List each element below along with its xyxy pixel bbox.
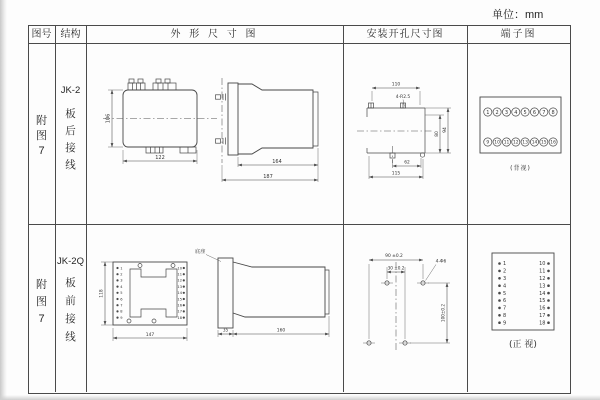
terminal2-right: [539, 261, 550, 326]
row1-install-drawing: [343, 43, 467, 224]
row2-view-caption: (正 视): [509, 340, 537, 350]
svg-text:13: 13: [539, 283, 546, 290]
row1-model: JK-2: [60, 85, 81, 96]
svg-text:9: 9: [486, 140, 490, 146]
svg-text:13: 13: [522, 140, 528, 146]
terminal2-left: [498, 261, 506, 326]
svg-text:2: 2: [120, 272, 123, 277]
base-label: 底座: [195, 249, 206, 255]
svg-text:16: 16: [550, 140, 556, 146]
dim-outer-height: 94: [442, 127, 448, 133]
svg-text:5: 5: [120, 291, 123, 296]
row1-view-caption: (背视): [510, 165, 531, 172]
dim-bottom-inner: 62: [404, 160, 410, 166]
svg-text:8: 8: [503, 313, 507, 319]
row2-outline-drawing: [86, 224, 343, 393]
terminal-row-top: [484, 108, 558, 116]
row2-install-drawing: [343, 224, 467, 393]
row1-wiring: 板 后 接 线: [65, 108, 76, 171]
svg-text:7: 7: [542, 109, 546, 116]
header-figure-no: 图号: [31, 29, 52, 40]
row2-wiring: 板 前 接 线: [65, 277, 76, 343]
svg-text:6: 6: [503, 298, 507, 305]
svg-text:12: 12: [177, 278, 182, 283]
row1-outline-drawing: [86, 43, 343, 224]
dim-side-total: 187: [263, 174, 273, 180]
svg-text:14: 14: [539, 290, 546, 297]
dim2-side-body: 160: [276, 328, 286, 334]
svg-text:1: 1: [120, 266, 123, 271]
install-outline: [357, 103, 433, 163]
row1-terminal-diagram: [467, 43, 570, 224]
side-view: [216, 78, 319, 182]
svg-text:10: 10: [539, 261, 546, 268]
svg-text:15: 15: [539, 298, 546, 305]
dim-top-width: 110: [391, 82, 401, 88]
hole2-label: 4-Φ6: [435, 259, 447, 265]
svg-text:6: 6: [532, 109, 537, 116]
front-terminals-left: [116, 266, 123, 320]
svg-text:1: 1: [486, 109, 490, 116]
header-outline: 外 形 尺 寸 图: [170, 29, 259, 40]
dim-front-height: 106: [105, 113, 112, 124]
svg-text:7: 7: [503, 305, 507, 312]
svg-text:18: 18: [177, 315, 182, 320]
svg-text:4: 4: [503, 283, 507, 290]
install-dimensions: [369, 82, 451, 180]
row1-figure-no: 附 图 7: [36, 115, 47, 157]
svg-text:9: 9: [503, 320, 507, 327]
svg-text:13: 13: [177, 284, 182, 289]
svg-text:11: 11: [503, 140, 510, 146]
svg-text:8: 8: [551, 109, 555, 116]
svg-text:14: 14: [531, 140, 538, 146]
svg-text:17: 17: [177, 309, 182, 314]
row2-model: JK-2Q: [57, 256, 84, 267]
header-install: 安装开孔尺寸图: [366, 29, 444, 40]
dim-bottom-width: 115: [391, 171, 401, 177]
svg-text:11: 11: [177, 272, 182, 277]
header-terminal: 端子图: [500, 29, 537, 40]
dim2-top-width: 90 ±0.2: [385, 254, 403, 259]
dim-inner-height: 80: [434, 131, 440, 137]
svg-text:4: 4: [514, 109, 518, 116]
dim-side-body: 164: [272, 159, 282, 165]
install2-holes: [363, 262, 429, 352]
svg-text:11: 11: [539, 268, 546, 275]
svg-text:7: 7: [120, 303, 123, 308]
dim2-front-width: 147: [145, 333, 155, 338]
svg-text:3: 3: [120, 278, 123, 283]
svg-text:16: 16: [177, 303, 182, 308]
svg-text:17: 17: [539, 313, 546, 319]
dim2-top-inner: 30 ±0.2: [387, 265, 405, 271]
side-view-2: [195, 247, 329, 337]
svg-text:2: 2: [495, 109, 499, 116]
svg-text:16: 16: [539, 305, 546, 312]
svg-text:3: 3: [503, 276, 507, 282]
front-view-plate: [99, 262, 187, 341]
svg-text:10: 10: [494, 140, 500, 146]
svg-text:10: 10: [177, 266, 182, 271]
dim2-base-depth: 35: [222, 327, 229, 333]
scan-edge-bottom: [0, 395, 600, 400]
header-structure: 结构: [60, 29, 81, 40]
svg-text:6: 6: [120, 297, 123, 302]
svg-text:5: 5: [503, 290, 507, 297]
scan-edge-left: [0, 0, 7, 400]
row2-terminal-diagram: [467, 224, 570, 393]
svg-text:12: 12: [513, 140, 519, 146]
front-view: [103, 79, 217, 164]
svg-text:4: 4: [120, 284, 123, 289]
svg-text:15: 15: [177, 297, 182, 302]
unit-label: 单位：mm: [492, 9, 544, 21]
row2-figure-no: 附 图 7: [36, 279, 47, 325]
hole-label: 4-R2.5: [395, 95, 411, 100]
svg-text:8: 8: [120, 309, 123, 314]
svg-text:9: 9: [120, 315, 123, 320]
dim-front-width: 122: [155, 155, 165, 161]
terminal-row-bottom: [484, 138, 558, 146]
svg-text:2: 2: [503, 268, 507, 275]
install2-dimensions: [369, 253, 450, 343]
front-terminals-right: [177, 266, 184, 320]
svg-text:18: 18: [539, 320, 546, 327]
svg-text:15: 15: [541, 140, 547, 146]
svg-text:12: 12: [539, 276, 546, 282]
svg-text:1: 1: [503, 261, 507, 268]
dim2-front-height: 118: [99, 289, 105, 298]
svg-text:3: 3: [504, 109, 509, 116]
dim2-side-height: 100±0.2: [440, 303, 446, 323]
svg-text:14: 14: [177, 291, 182, 296]
svg-text:5: 5: [523, 109, 527, 116]
